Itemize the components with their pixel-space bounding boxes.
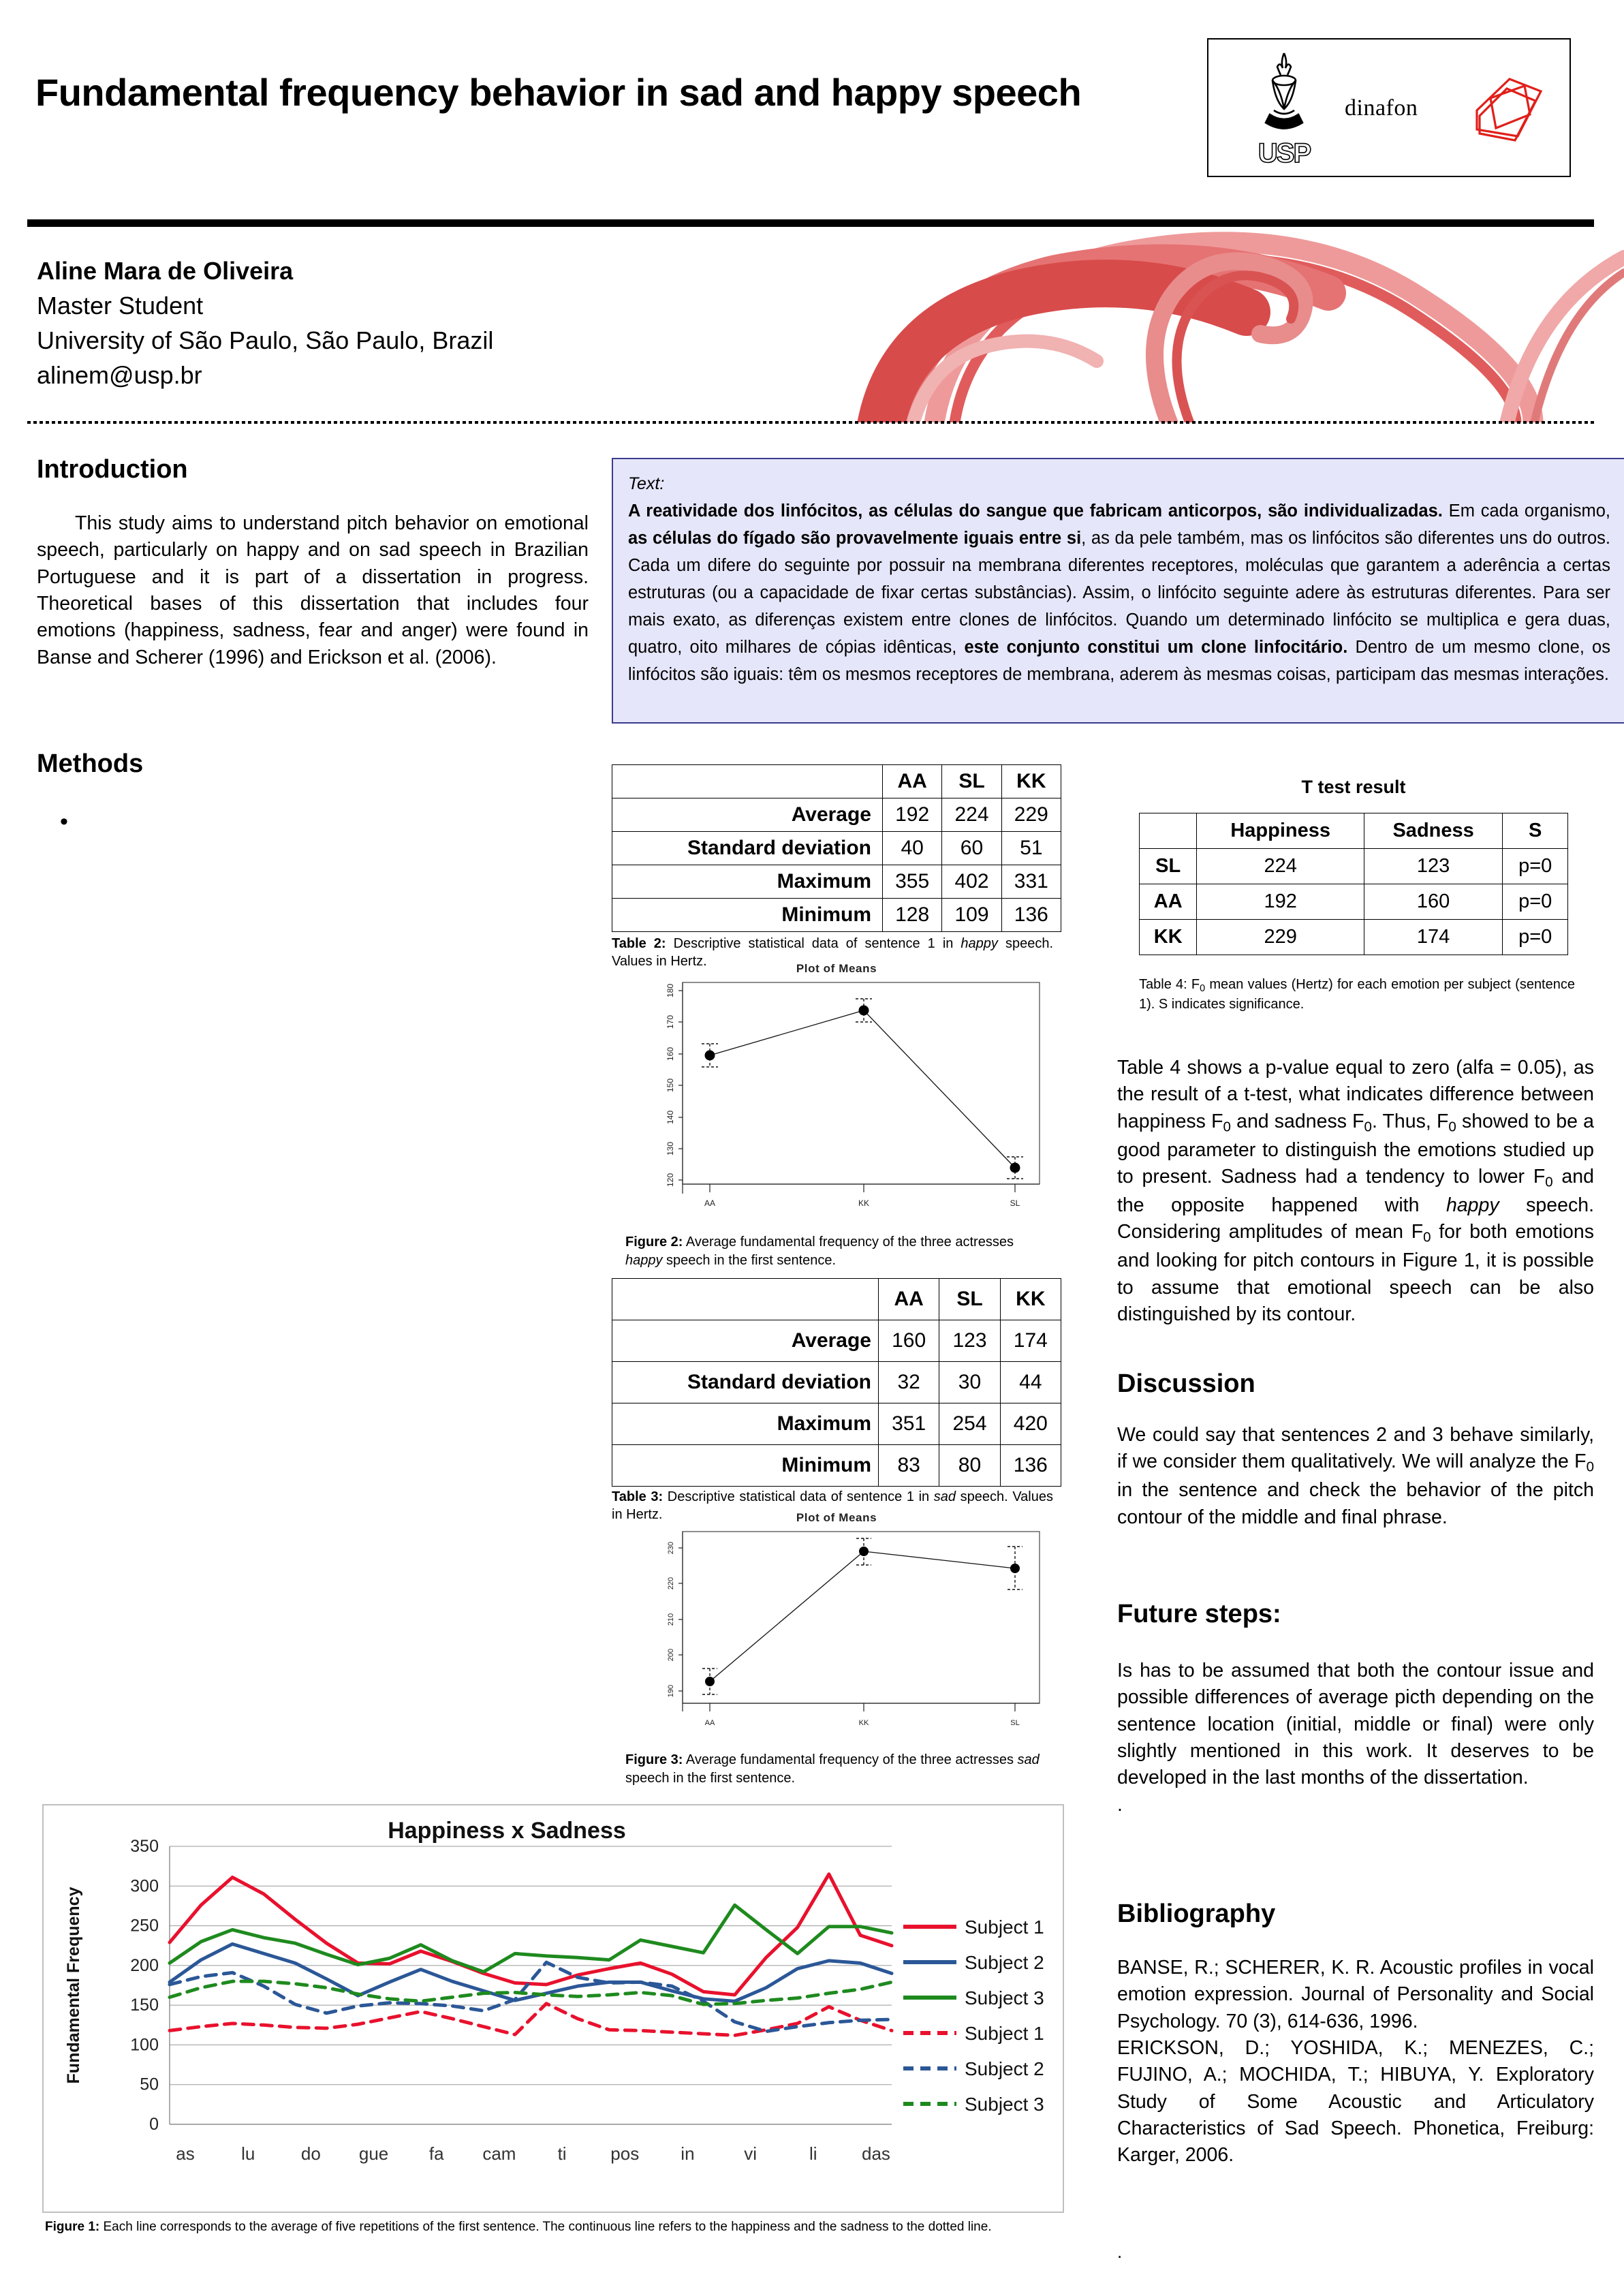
table3-wrapper: [612, 1278, 1061, 1524]
table2-row2-aa: 355: [883, 865, 942, 899]
section-discussion: [1117, 1369, 1594, 1531]
table2-row0-label: Average: [612, 798, 883, 832]
table2-col-3: KK: [1001, 765, 1061, 798]
ttest-row1-label: AA: [1140, 884, 1197, 920]
svg-text:gue: gue: [358, 2143, 389, 2164]
section-bibliography: [1117, 1899, 1594, 2169]
table2-caption: Table 2: Descriptive statistical data of sentence 1 in happy speech. Values in Hertz.: [612, 936, 1053, 969]
figure1-caption: Figure 1: Each line corresponds to the average of five repetitions of the first sentence. The continuous line refers to the happiness and the sadness to the dotted line.: [45, 2220, 992, 2234]
future-steps-heading: Future steps:: [1117, 1600, 1281, 1628]
author-role: Master Student: [37, 292, 204, 320]
table2: [612, 764, 1061, 932]
discussion-body: We could say that sentences 2 and 3 behave similarly, if we consider them qualitatively. We will analyze the $F_0$ in the sentence and check the behavior of the pitch contour of the middle and final phrase.: [1117, 1424, 1594, 1528]
table2-row3-aa: 128: [883, 899, 942, 932]
svg-text:das: das: [861, 2143, 890, 2164]
table4-ttest: [1139, 813, 1568, 955]
table-row: [612, 865, 1061, 899]
table2-row2-label: Maximum: [612, 865, 883, 899]
poster-header: [0, 0, 1624, 217]
table3-col-2: SL: [939, 1279, 1000, 1320]
table3-row3-aa: 83: [879, 1445, 939, 1487]
methods-bullet-item: •: [60, 809, 68, 835]
bibliography-ref-1: BANSE, R.; SCHERER, K. R. Acoustic profiles in vocal emotion expression. Journal of Personality and Social Psychology. 70 (3), 614-636, 1996.: [1117, 1957, 1594, 2032]
svg-text:KK: KK: [858, 1198, 870, 1208]
svg-text:150: 150: [666, 1078, 675, 1093]
table2-row0-aa: 192: [883, 798, 942, 832]
stimulus-text-paragraph: A reatividade dos linfócitos, as células do sangue que fabricam anticorpos, são individualizadas. Em cada organismo, as células do fígado são provavelmente iguais entre si, as da pele também, mas os linfócitos são diferentes uns do outros. Cada um difere do seguinte por possuir na membrana diferentes receptores, moléculas que garantem a aderência a certas estruturas (ou a capacidade de fixar certas substâncias). Assim, o linfócito seguinte adere às estruturas diferentes. Para ser mais exato, as diferenças existem entre clones de linfócitos. Quando um determinado linfócito se multiplica e gera duas, quatro, oito milhares de cópias idênticas, este conjunto constitui um clone linfocitário. Dentro de um mesmo clone, os linfócitos são iguais: têm os mesmos receptores de membrana, aderem às mesmas coisas, participam das mesmas interações.: [628, 501, 1610, 684]
ttest-col-2: Sadness: [1364, 813, 1502, 849]
author-block: [37, 253, 786, 392]
figure1-chart: [42, 1804, 1064, 2213]
table3-row0-kk: 174: [1000, 1320, 1061, 1362]
dinafon-logo: [1345, 74, 1556, 149]
ttest-row1-sadness: 160: [1364, 884, 1502, 920]
table2-row1-sl: 60: [942, 832, 1001, 865]
author-divider: [27, 421, 1594, 424]
svg-text:vi: vi: [744, 2143, 757, 2164]
page-title: Fundamental frequency behavior in sad and happy speech: [35, 71, 1082, 114]
table3-row2-sl: 254: [939, 1403, 1000, 1445]
results-paragraph: Table 4 shows a p-value equal to zero (alfa = 0.05), as the result of a t-test, what indicates difference between happiness $F_0$ and sadness $F_0$. Thus, $F_0$ showed to be a good parameter to distinguish the emotions studied up to present. Sadness had a tendency to lower $F_0$ and the opposite happened with happy speech. Considering amplitudes of mean $F_0$ for both emotions and looking for pitch contours in Figure 1, it is possible to assume that emotional speech can be also distinguished by its contour.: [1117, 1057, 1594, 1326]
table2-row2-kk: 331: [1001, 865, 1061, 899]
svg-text:200: 200: [667, 1648, 675, 1662]
figure2-svg: [625, 977, 1048, 1236]
svg-text:Subject 1: Subject 1: [965, 2023, 1044, 2044]
svg-text:Happiness x Sadness: Happiness x Sadness: [388, 1818, 626, 1844]
table-row: [612, 1445, 1061, 1487]
svg-text:220: 220: [667, 1577, 675, 1590]
svg-text:pos: pos: [610, 2143, 640, 2164]
table2-row0-kk: 229: [1001, 798, 1061, 832]
author-name: Aline Mara de Oliveira: [37, 257, 294, 285]
figure2-plot: [625, 962, 1048, 1239]
svg-text:130: 130: [666, 1141, 675, 1156]
decorative-swirl-graphic: [852, 225, 1624, 422]
ttest-col-3: S: [1503, 813, 1568, 849]
figure2-title: Plot of Means: [796, 962, 877, 975]
table2-col-0: [612, 765, 883, 798]
table2-row1-label: Standard deviation: [612, 832, 883, 865]
table3-row1-label: Standard deviation: [612, 1362, 879, 1403]
table3-row3-sl: 80: [939, 1445, 1000, 1487]
section-methods: [37, 749, 589, 833]
ttest-col-1: Happiness: [1197, 813, 1364, 849]
svg-text:50: 50: [140, 2075, 159, 2094]
svg-text:100: 100: [130, 2035, 159, 2055]
table2-row0-sl: 224: [942, 798, 1001, 832]
table-row: [1140, 849, 1568, 884]
table-row: [612, 899, 1061, 932]
table3-row0-label: Average: [612, 1320, 879, 1362]
table3-caption: Table 3: Descriptive statistical data of sentence 1 in sad speech. Values in Hertz.: [612, 1489, 1053, 1523]
svg-text:190: 190: [667, 1684, 675, 1698]
svg-text:Subject 2: Subject 2: [965, 2058, 1044, 2079]
svg-text:Subject 3: Subject 3: [965, 2094, 1044, 2115]
figure3-plot: [625, 1511, 1048, 1754]
stimulus-text-box: [612, 458, 1624, 724]
footer-dot: .: [1117, 2241, 1123, 2262]
table-row: [612, 832, 1061, 865]
svg-text:Subject 2: Subject 2: [965, 1952, 1044, 1973]
table3: [612, 1278, 1061, 1487]
future-steps-trailing-dot: .: [1117, 1793, 1123, 1816]
svg-text:in: in: [681, 2143, 695, 2164]
svg-text:fa: fa: [428, 2143, 444, 2164]
ttest-row2-sadness: 174: [1364, 920, 1502, 955]
svg-text:as: as: [176, 2143, 195, 2164]
table-header-row: [1140, 813, 1568, 849]
table2-row3-kk: 136: [1001, 899, 1061, 932]
bibliography-ref-2: ERICKSON, D.; YOSHIDA, K.; MENEZES, C.; FUJINO, A.; MOCHIDA, T.; HIBUYA, Y. Exploratory Study of Some Acoustic and Articulatory Characteristics of Sad Speech. Phonetica, Freiburg: Karger, 2006.: [1117, 2036, 1594, 2167]
usp-logo-icon: [1233, 48, 1335, 170]
figure2-caption: Figure 2: Average fundamental frequency of the three actresses happy speech in the first sentence.: [625, 1235, 1014, 1268]
svg-text:250: 250: [130, 1916, 159, 1936]
author-affiliation: University of São Paulo, São Paulo, Brazil: [37, 326, 494, 355]
svg-text:170: 170: [666, 1014, 675, 1029]
table2-row2-sl: 402: [942, 865, 1001, 899]
table-row: [612, 1320, 1061, 1362]
svg-text:KK: KK: [858, 1719, 869, 1727]
svg-text:140: 140: [666, 1110, 675, 1125]
table-row: [612, 1362, 1061, 1403]
bibliography-heading: Bibliography: [1117, 1899, 1276, 1928]
table-row: [1140, 884, 1568, 920]
table3-row3-kk: 136: [1000, 1445, 1061, 1487]
svg-text:160: 160: [666, 1046, 675, 1061]
dinafon-label: dinafon: [1345, 95, 1418, 121]
svg-text:cam: cam: [482, 2143, 516, 2164]
svg-text:300: 300: [130, 1876, 159, 1896]
figure1-svg: [44, 1805, 1063, 2212]
table3-row2-aa: 351: [879, 1403, 939, 1445]
table-row: [612, 798, 1061, 832]
table2-row1-kk: 51: [1001, 832, 1061, 865]
section-introduction: [37, 455, 589, 671]
table2-row3-sl: 109: [942, 899, 1001, 932]
svg-text:150: 150: [130, 1996, 159, 2015]
ttest-row2-label: KK: [1140, 920, 1197, 955]
logo-box: [1207, 38, 1571, 177]
svg-text:180: 180: [666, 983, 675, 998]
svg-text:SL: SL: [1010, 1719, 1020, 1727]
svg-text:350: 350: [130, 1837, 159, 1856]
svg-text:SL: SL: [1010, 1198, 1020, 1208]
table2-row3-label: Minimum: [612, 899, 883, 932]
svg-text:do: do: [300, 2143, 321, 2164]
table3-row1-kk: 44: [1000, 1362, 1061, 1403]
table3-col-1: AA: [879, 1279, 939, 1320]
table3-row0-aa: 160: [879, 1320, 939, 1362]
table3-col-3: KK: [1000, 1279, 1061, 1320]
svg-text:Subject 1: Subject 1: [965, 1917, 1044, 1938]
table3-row0-sl: 123: [939, 1320, 1000, 1362]
svg-text:210: 210: [667, 1613, 675, 1626]
table3-row1-aa: 32: [879, 1362, 939, 1403]
svg-text:Subject 3: Subject 3: [965, 1987, 1044, 2008]
svg-text:AA: AA: [704, 1719, 715, 1727]
figure3-svg: [625, 1526, 1048, 1751]
table2-col-1: AA: [883, 765, 942, 798]
ttest-col-0: [1140, 813, 1197, 849]
svg-text:USP: USP: [1258, 138, 1311, 168]
ttest-title: T test result: [1301, 777, 1406, 797]
future-steps-body: Is has to be assumed that both the contour issue and possible differences of average picth depending on the sentence location (initial, middle or final) were only slightly mentioned in this work. It deserves to be developed in the last months of the dissertation.: [1117, 1660, 1594, 1789]
ttest-row1-s: p=0: [1503, 884, 1568, 920]
svg-text:120: 120: [666, 1173, 675, 1188]
ttest-row2-s: p=0: [1503, 920, 1568, 955]
table4-caption: Table 4: $F_0$ mean values (Hertz) for each emotion per subject (sentence 1). S indicates significance.: [1139, 977, 1575, 1012]
ttest-row2-happiness: 229: [1197, 920, 1364, 955]
table-header-row: [612, 765, 1061, 798]
author-email: alinem@usp.br: [37, 361, 202, 390]
table-row: [1140, 920, 1568, 955]
ttest-row0-label: SL: [1140, 849, 1197, 884]
stimulus-text-label: Text:: [628, 474, 665, 493]
section-future-steps: [1117, 1600, 1594, 1818]
table2-wrapper: [612, 764, 1061, 971]
table3-row2-kk: 420: [1000, 1403, 1061, 1445]
ttest-row0-happiness: 224: [1197, 849, 1364, 884]
table2-col-2: SL: [942, 765, 1001, 798]
introduction-body: This study aims to understand pitch behavior on emotional speech, particularly on happy and on sad speech in Brazilian Portuguese and it is part of a dissertation in progress. Theoretical bases of this dissertation that includes four emotions (happiness, sadness, fear and anger) were found in Banse and Scherer (1996) and Erickson et al. (2006).: [37, 512, 589, 668]
methods-heading: Methods: [37, 749, 144, 778]
table2-row1-aa: 40: [883, 832, 942, 865]
ttest-row1-happiness: 192: [1197, 884, 1364, 920]
ttest-row0-sadness: 123: [1364, 849, 1502, 884]
table3-col-0: [612, 1279, 879, 1320]
discussion-heading: Discussion: [1117, 1369, 1255, 1398]
ttest-row0-s: p=0: [1503, 849, 1568, 884]
ttest-wrapper: [1139, 777, 1568, 955]
figure3-caption: Figure 3: Average fundamental frequency of the three actresses sad speech in the first sentence.: [625, 1752, 1040, 1786]
svg-text:200: 200: [130, 1955, 159, 1975]
table3-row2-label: Maximum: [612, 1403, 879, 1445]
svg-text:0: 0: [149, 2115, 159, 2134]
svg-text:lu: lu: [241, 2143, 255, 2164]
figure3-title: Plot of Means: [796, 1511, 877, 1524]
table-row: [612, 1403, 1061, 1445]
table3-row1-sl: 30: [939, 1362, 1000, 1403]
svg-text:AA: AA: [704, 1198, 716, 1208]
svg-text:li: li: [809, 2143, 817, 2164]
svg-text:230: 230: [667, 1541, 675, 1555]
introduction-heading: Introduction: [37, 455, 188, 484]
table3-row3-label: Minimum: [612, 1445, 879, 1487]
svg-text:Fundamental Frequency: Fundamental Frequency: [64, 1887, 83, 2084]
table-header-row: [612, 1279, 1061, 1320]
dinafon-mark-icon: [1459, 71, 1555, 153]
svg-text:ti: ti: [557, 2143, 567, 2164]
